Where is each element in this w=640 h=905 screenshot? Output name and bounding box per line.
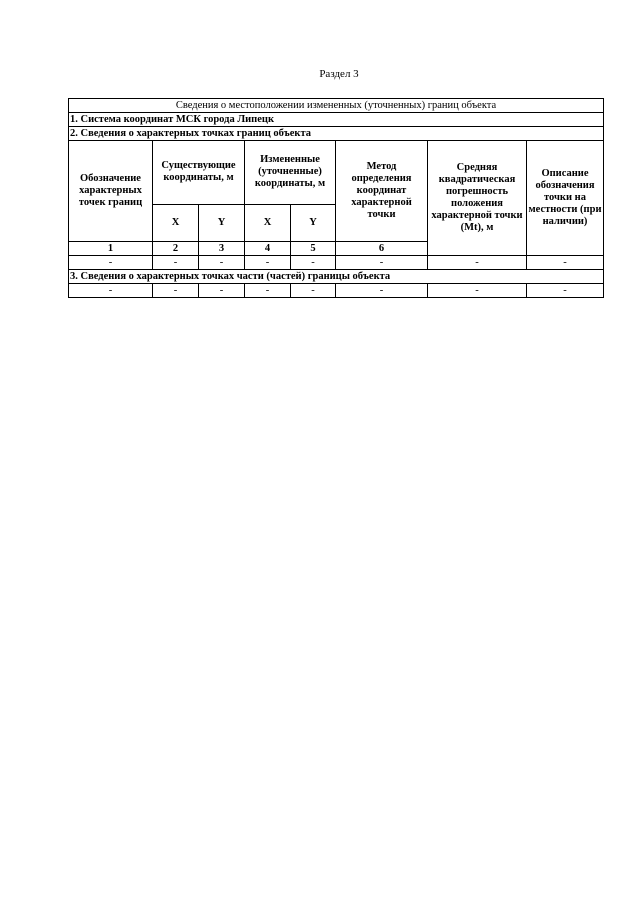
column-number: 5 [291, 242, 336, 256]
header-mean-error: Средняя квадратическая погрешность положения характерной точки (Mt), м [428, 141, 527, 256]
column-number: 6 [336, 242, 428, 256]
table-cell: - [153, 256, 199, 270]
part-boundary-points-label: 3. Сведения о характерных точках части (частей) границы объекта [69, 270, 604, 284]
header-row-1 [69, 141, 604, 205]
table-cell: - [336, 284, 428, 298]
part-boundary-points-row [69, 270, 604, 284]
table-cell: - [245, 284, 291, 298]
table-cell: - [291, 256, 336, 270]
table-cell: - [153, 284, 199, 298]
boundary-points-row [69, 127, 604, 141]
table-cell: - [527, 284, 604, 298]
table-cell: - [428, 256, 527, 270]
table-row [69, 256, 604, 270]
boundary-points-label: 2. Сведения о характерных точках границ объекта [69, 127, 604, 141]
coordinate-system-label: 1. Система координат МСК города Липецк [69, 113, 604, 127]
header-changed-coordinates: Измененные (уточненные) координаты, м [245, 141, 336, 205]
coordinate-system-row [69, 113, 604, 127]
header-method: Метод определения координат характерной точки [336, 141, 428, 242]
header-x-changed: X [245, 204, 291, 241]
table-cell: - [199, 284, 245, 298]
header-existing-coordinates: Существующие координаты, м [153, 141, 245, 205]
table-caption: Сведения о местоположении измененных (уточненных) границ объекта [69, 99, 604, 113]
table-cell: - [245, 256, 291, 270]
table-cell: - [336, 256, 428, 270]
table-cell: - [527, 256, 604, 270]
table-cell: - [199, 256, 245, 270]
section-title: Раздел 3 [319, 68, 359, 80]
header-y-changed: Y [291, 204, 336, 241]
header-description: Описание обозначения точки на местности (при наличии) [527, 141, 604, 256]
boundary-points-table [68, 98, 604, 298]
table-caption-row [69, 99, 604, 113]
column-number: 4 [245, 242, 291, 256]
table-cell: - [69, 284, 153, 298]
header-y-existing: Y [199, 204, 245, 241]
table-row [69, 284, 604, 298]
table-cell: - [291, 284, 336, 298]
column-number: 2 [153, 242, 199, 256]
table-cell: - [428, 284, 527, 298]
column-number: 1 [69, 242, 153, 256]
table-cell: - [69, 256, 153, 270]
header-x-existing: X [153, 204, 199, 241]
column-number: 3 [199, 242, 245, 256]
header-point-designation: Обозначение характерных точек границ [69, 141, 153, 242]
